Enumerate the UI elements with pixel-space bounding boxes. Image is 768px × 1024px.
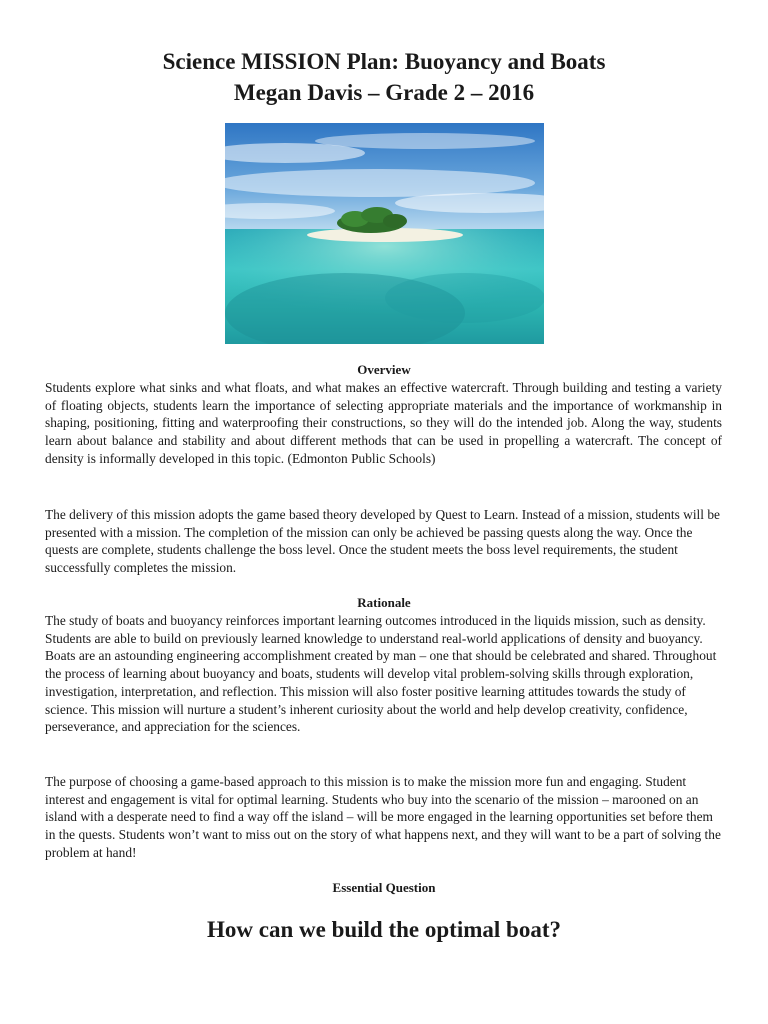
rationale-paragraph: The purpose of choosing a game-based approach to this mission is to make the mission more fun and engaging. Student interest and engagement is vital for optimal learning. Students who buy into the scenario of the mission – marooned on an island with a desperate need to find a way off the island – will be more engaged in the learning opportunities set before them in the quests. Students won’t want to miss out on the story of what happens next, and they will want to be a part of solving the problem at hand! (45, 774, 721, 860)
overview-heading: Overview (357, 362, 411, 377)
rationale-paragraph: The study of boats and buoyancy reinforces important learning outcomes introduced in the liquids mission, such as density. Students are able to build on previously learned knowledge to understand real-world applications of density and buoyancy. Boats are an astounding engineering accomplishment created by man – one that should be celebrated and shared. Throughout the process of learning about buoyancy and boats, students will develop vital problem-solving skills through exploration, investigation, interpretation, and reflection. This mission will also foster positive learning attitudes towards the study of science. This mission will nurture a student’s inherent curiosity about the world and help develop creativity, confidence, perseverance, and appreciation for the sciences. (45, 613, 717, 735)
essential-question-text: How can we build the optimal boat? (207, 917, 561, 942)
overview-paragraph: The delivery of this mission adopts the game based theory developed by Quest to Learn. Instead of a mission, students will be presented with a mission. The completion of the mission can only be achieved be passing quests along the way. Once the quests are complete, students challenge the boss level. Once the student meets the boss level requirements, the student successfully completes the mission. (45, 507, 720, 576)
essential-question-heading: Essential Question (332, 880, 436, 895)
document-subtitle: Megan Davis – Grade 2 – 2016 (233, 80, 535, 105)
overview-paragraph: Students explore what sinks and what floats, and what makes an effective watercraft. Through building and testing a variety of floating objects, students learn the importance of selecting appropriate materials and the importance of workmanship in shaping, positioning, fitting and waterproofing their constructions, so they will do the intended job. Along the way, students learn about balance and stability and about different methods that can be used in propelling a watercraft. The concept of density is informally developed in this topic. (Edmonton Public Schools) (45, 380, 722, 466)
rationale-heading: Rationale (357, 595, 411, 610)
document-title: Science MISSION Plan: Buoyancy and Boats (162, 49, 606, 74)
tropical-island-photo (225, 123, 544, 344)
